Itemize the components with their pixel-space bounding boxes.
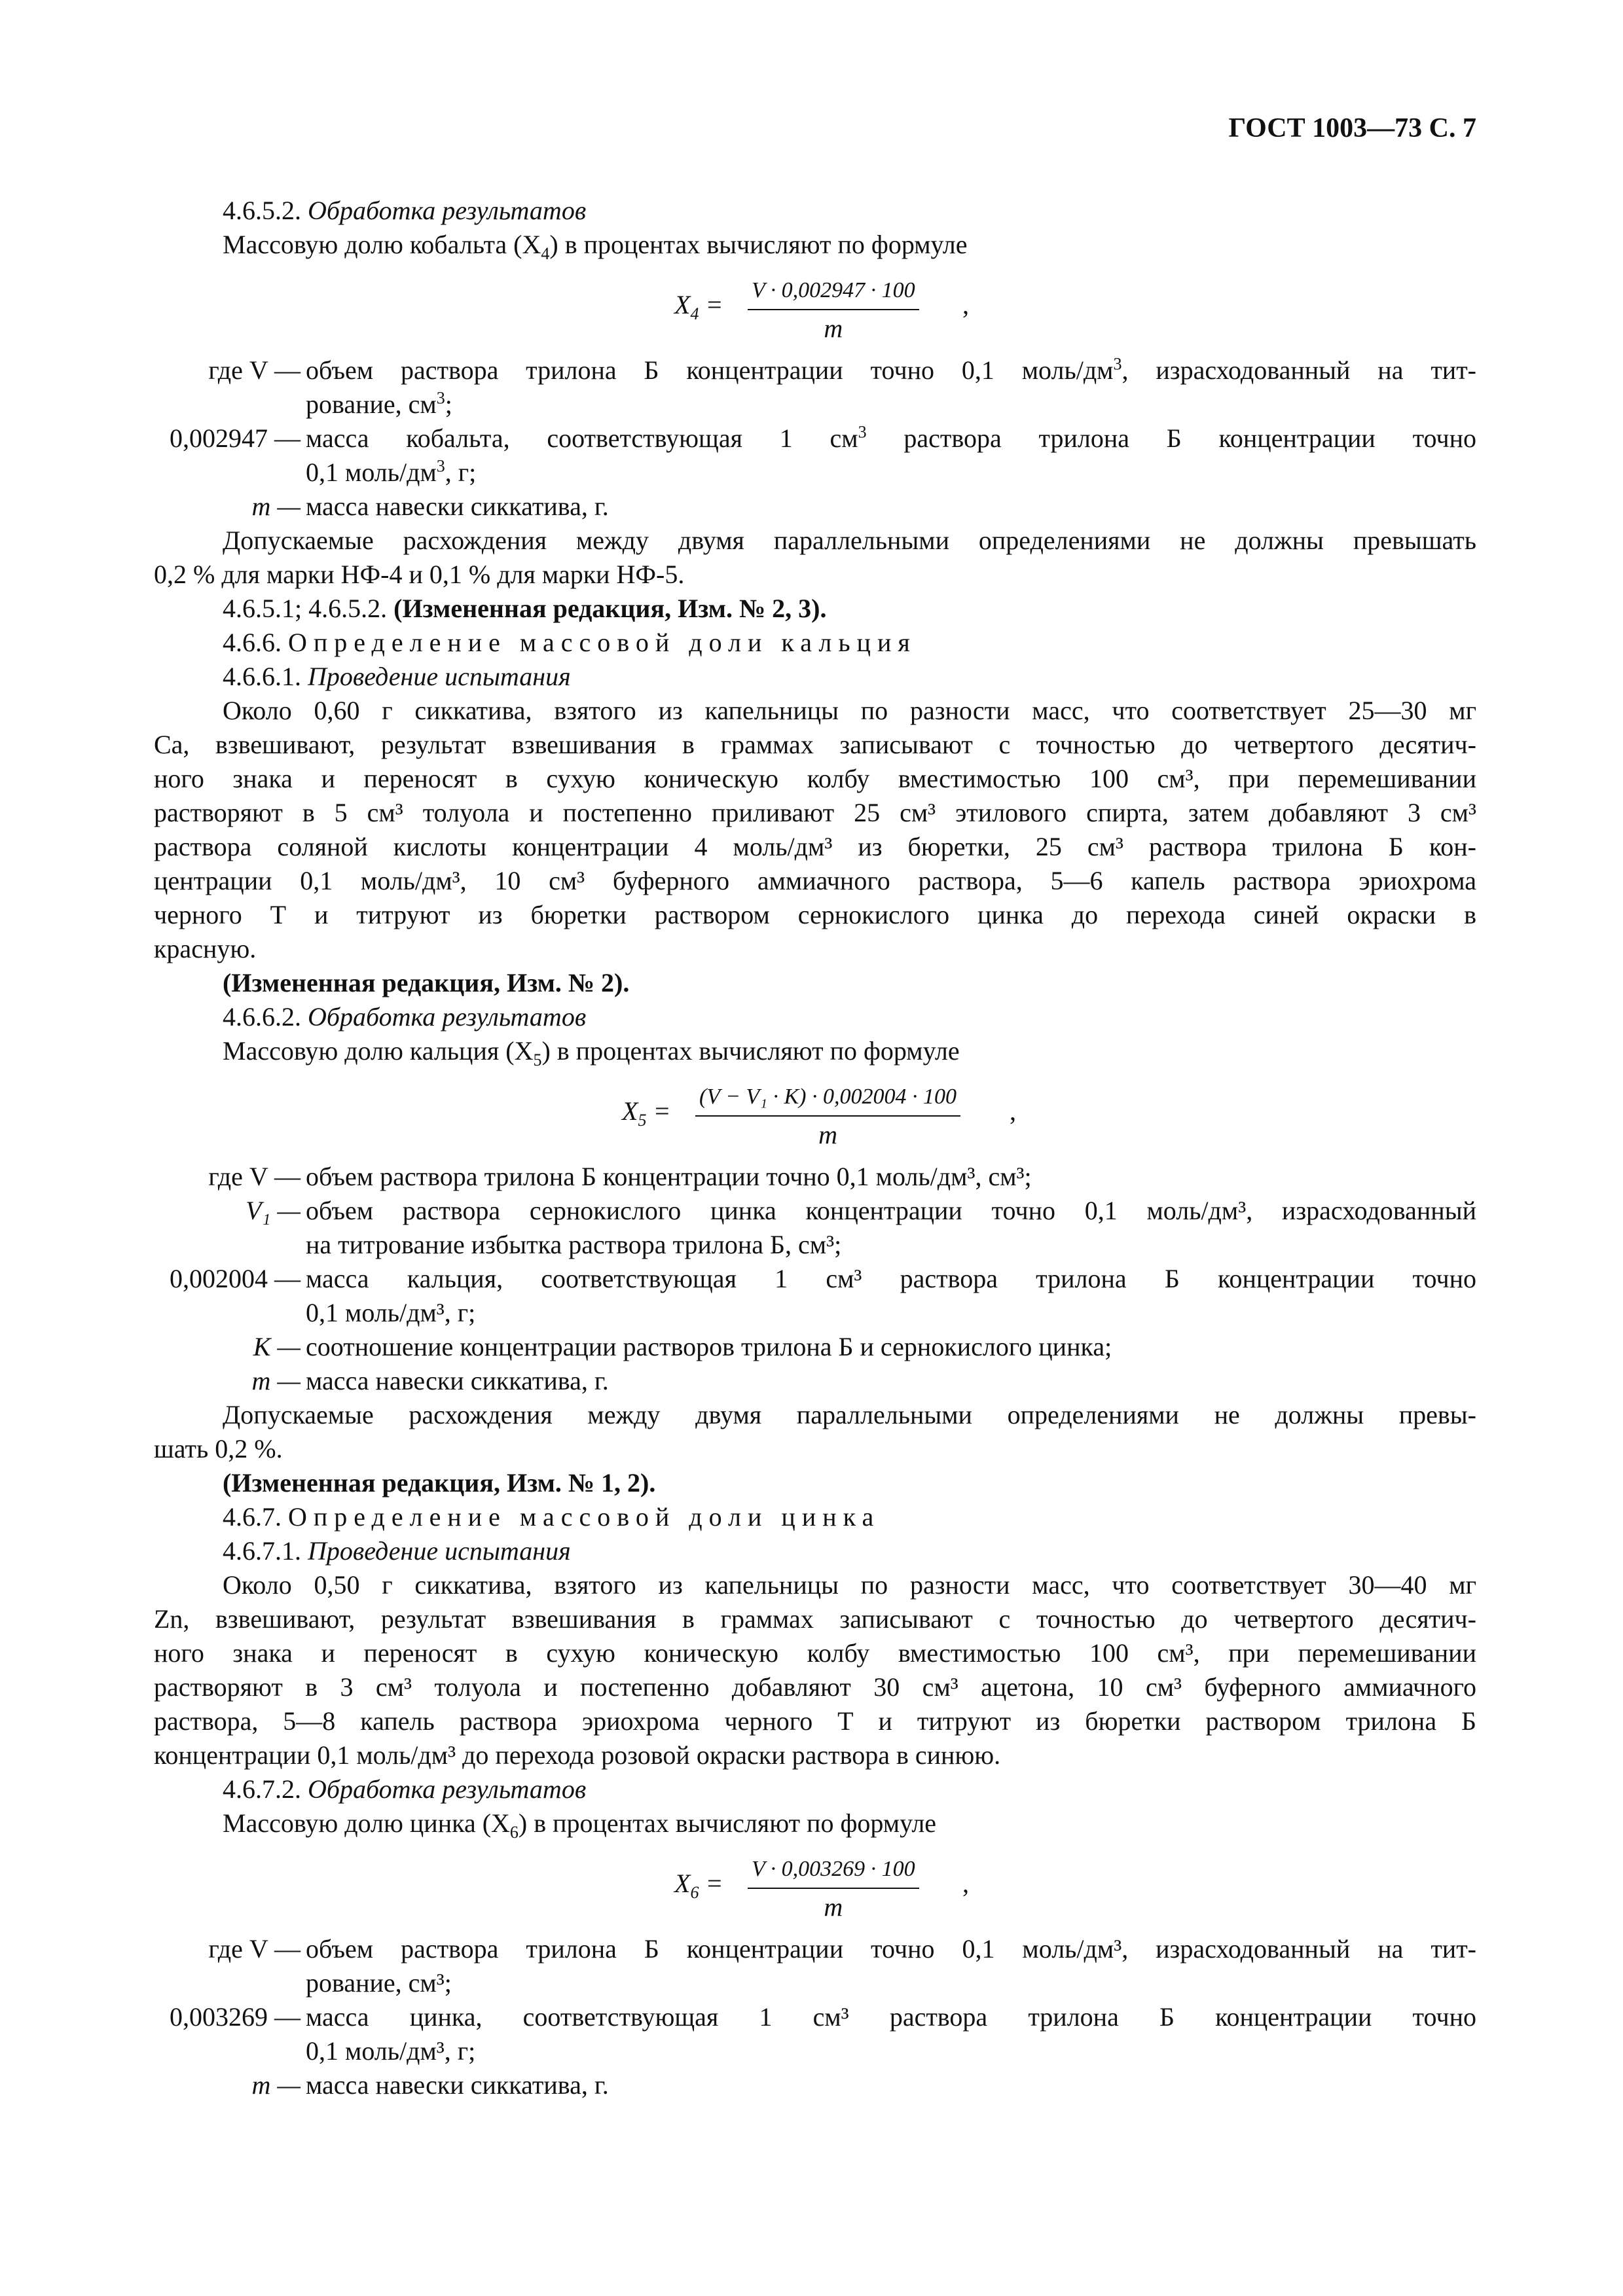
def-desc: объем раствора сернокислого цинка концентрации точно 0,1 моль/дм³, израсходованный [306,1196,1476,1225]
formula-x5: $X_5$ = (V − V₁ · K) · 0,002004 · 100 m , [622,1081,1041,1153]
amendment-note: 4.6.5.1; 4.6.5.2. (Измененная редакция, Изм. № 2, 3). [223,594,827,623]
fraction-bar [748,1888,919,1889]
def-term: 0,002004 — [170,1264,301,1293]
def-desc-cont: рование, см³; [306,1968,452,1998]
def-desc-cont: рование, $см^3$; [306,388,452,419]
fraction-bar [695,1115,960,1117]
def-desc: объем раствора трилона Б концентрации точно 0,1 моль/дм³, израсходованный на тит- [306,1934,1476,1964]
formula-denominator: m [818,1120,837,1149]
body-line: растворяют в 5 см³ толуола и постепенно приливают 25 см³ этилового спирта, затем добавляют 3 см³ [154,798,1476,827]
tolerance-text: Допускаемые расхождения между двумя параллельными определениями не должны превышать [223,526,1476,555]
body-line: центрации 0,1 моль/дм³, 10 см³ буферного аммиачного раствора, 5—6 капель раствора эриохрома [154,866,1476,895]
section-heading-4-6-5-2: 4.6.5.2. Обработка результатов [223,196,587,225]
def-desc: масса кальция, соответствующая 1 см³ раствора трилона Б концентрации точно [306,1264,1476,1293]
formula-intro: Массовую долю цинка $(X_6)$ в процентах вычисляют по формуле [223,1808,937,1842]
formula-denominator: m [824,1892,843,1922]
def-desc: соотношение концентрации растворов трилона Б и сернокислого цинка; [306,1332,1112,1361]
section-heading-4-6-7-2: 4.6.7.2. Обработка результатов [223,1774,587,1804]
def-desc: масса цинка, соответствующая 1 см³ раствора трилона Б концентрации точно [306,2002,1476,2032]
def-term: где V — [208,1934,301,1964]
formula-numerator: V · 0,002947 · 100 [752,278,915,302]
amendment-note: (Измененная редакция, Изм. № 1, 2). [223,1468,656,1498]
def-desc-cont: 0,1 моль/$дм^3$, г; [306,456,477,487]
def-term: m — [251,2070,301,2100]
def-desc: масса навески сиккатива, г. [306,2070,609,2100]
formula-intro: Массовую долю кобальта $(X_4)$ в процентах вычисляют по формуле [223,230,968,263]
def-term: где V — [208,355,301,385]
amendment-note: (Измененная редакция, Изм. № 2). [223,968,630,997]
def-term: где V — [208,1162,301,1191]
formula-denominator: m [824,314,843,343]
formula-numerator: (V − V₁ · K) · 0,002004 · 100 [699,1085,957,1109]
def-term: 0,002947 — [170,423,301,453]
body-line: раствора, 5—8 капель раствора эриохрома черного Т и титруют из бюретки раствором трилона Б [154,1706,1476,1736]
body-line: красную. [154,934,257,963]
def-term: m — [251,1366,301,1395]
def-term: 0,003269 — [170,2002,301,2032]
section-heading-4-6-7: 4.6.7. Определение массовой доли цинка [223,1502,881,1532]
def-desc: масса навески сиккатива, г. [306,492,609,521]
def-desc: объем раствора трилона Б концентрации точно 0,1 моль/дм³, см³; [306,1162,1032,1191]
body-line: концентрации 0,1 моль/дм³ до перехода розовой окраски раствора в синюю. [154,1740,1001,1770]
fraction-bar [748,309,919,310]
formula-x4: $X_4$ = V · 0,002947 · 100 m , [674,275,1002,347]
def-desc: масса навески сиккатива, г. [306,1366,609,1395]
section-heading-4-6-6: 4.6.6. Определение массовой доли кальция [223,628,917,657]
tolerance-text: Допускаемые расхождения между двумя параллельными определениями не должны превы- [223,1400,1476,1429]
body-line: Са, взвешивают, результат взвешивания в граммах записывают с точностью до четвертого десятич- [154,730,1476,759]
body-line: черного Т и титруют из бюретки раствором сернокислого цинка до перехода синей окраски в [154,900,1476,929]
def-term: m — [251,492,301,521]
subsection-heading-4-6-7-1: 4.6.7.1. Проведение испытания [223,1536,571,1566]
body-line: ного знака и переносят в сухую коническую колбу вместимостью 100 см³, при перемешивании [154,1638,1476,1668]
section-heading-4-6-6-2: 4.6.6.2. Обработка результатов [223,1002,587,1031]
body-line: Zn, взвешивают, результат взвешивания в граммах записывают с точностью до четвертого десятич- [154,1604,1476,1634]
body-line: растворяют в 3 см³ толуола и постепенно добавляют 30 см³ ацетона, 10 см³ буферного аммиачного [154,1672,1476,1702]
subsection-heading-4-6-6-1: 4.6.6.1. Проведение испытания [223,662,571,691]
def-desc-cont: 0,1 моль/дм³, г; [306,1298,476,1327]
body-line: ного знака и переносят в сухую коническую колбу вместимостью 100 см³, при перемешивании [154,764,1476,793]
body-line: Около 0,50 г сиккатива, взятого из капельницы по разности масс, что соответствует 30—40 мг [223,1570,1476,1600]
def-desc: объем раствора трилона Б концентрации точно 0,1 моль/$дм^3$, израсходованный на тит- [306,354,1477,385]
def-term: K — [253,1332,301,1361]
def-desc: масса кобальта, соответствующая 1 $см^3$ раствора трилона Б концентрации точно [306,422,1477,453]
tolerance-text-cont: 0,2 % для марки НФ-4 и 0,1 % для марки НФ-5. [154,560,685,589]
page-header: ГОСТ 1003—73 С. 7 [1228,113,1476,143]
def-desc-cont: 0,1 моль/дм³, г; [306,2036,476,2066]
tolerance-text-cont: шать 0,2 %. [154,1434,283,1463]
formula-x6: $X_6$ = V · 0,003269 · 100 m , [674,1854,1002,1926]
body-line: раствора соляной кислоты концентрации 4 моль/дм³ из бюретки, 25 см³ раствора трилона Б кон- [154,832,1476,861]
def-term: V₁ — [246,1196,301,1225]
def-desc-cont: на титрование избытка раствора трилона Б, см³; [306,1230,842,1259]
formula-intro: Массовую долю кальция $(X_5)$ в процентах вычисляют по формуле [223,1036,960,1069]
formula-numerator: V · 0,003269 · 100 [752,1857,915,1881]
body-line: Около 0,60 г сиккатива, взятого из капельницы по разности масс, что соответствует 25—30 мг [223,696,1476,725]
